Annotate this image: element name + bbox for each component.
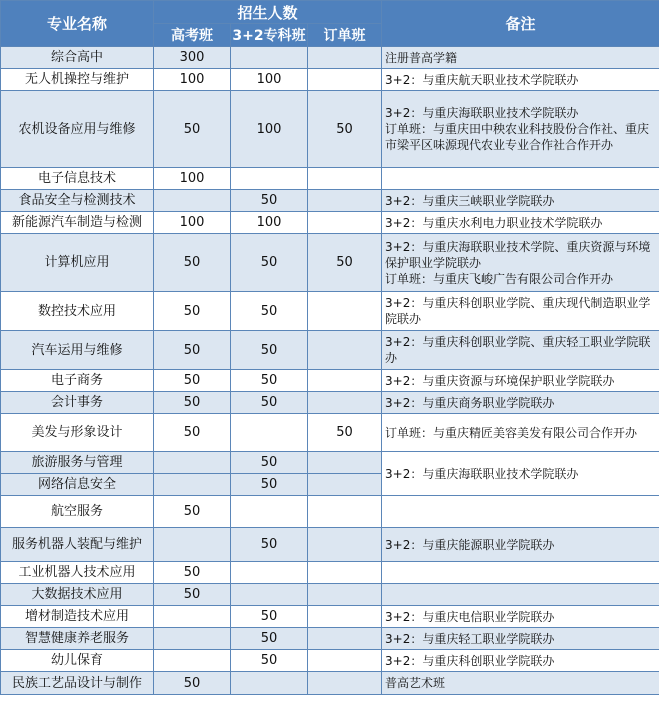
32-count	[231, 672, 308, 695]
gaokao-count: 100	[154, 212, 231, 234]
table-row	[1, 331, 659, 370]
major-name: 会计事务	[1, 392, 154, 414]
gaokao-count	[154, 650, 231, 672]
remark	[382, 168, 659, 190]
header-order-class: 订单班	[308, 24, 382, 47]
major-name: 电子商务	[1, 370, 154, 392]
gaokao-count: 50	[154, 234, 231, 292]
gaokao-count	[154, 452, 231, 474]
32-count: 100	[231, 69, 308, 91]
remark: 3+2：与重庆资源与环境保护职业学院联办	[382, 370, 659, 392]
order-count	[308, 69, 382, 91]
order-count	[308, 212, 382, 234]
order-count	[308, 168, 382, 190]
order-count	[308, 392, 382, 414]
table-row	[1, 234, 659, 292]
remark: 普高艺术班	[382, 672, 659, 695]
header-enrollment-count: 招生人数	[154, 1, 382, 24]
remark: 3+2：与重庆轻工职业学院联办	[382, 628, 659, 650]
remark	[382, 562, 659, 584]
remark: 订单班：与重庆精匠美容美发有限公司合作开办	[382, 414, 659, 452]
table-row	[1, 452, 659, 474]
gaokao-count: 300	[154, 47, 231, 69]
gaokao-count: 50	[154, 672, 231, 695]
remark: 3+2：与重庆三峡职业学院联办	[382, 190, 659, 212]
table-row	[1, 190, 659, 212]
32-count: 100	[231, 91, 308, 168]
major-name: 大数据技术应用	[1, 584, 154, 606]
major-name: 食品安全与检测技术	[1, 190, 154, 212]
32-count: 50	[231, 234, 308, 292]
header-major-name: 专业名称	[1, 1, 154, 47]
gaokao-count	[154, 628, 231, 650]
32-count	[231, 47, 308, 69]
remark: 3+2：与重庆航天职业技术学院联办	[382, 69, 659, 91]
gaokao-count: 50	[154, 414, 231, 452]
remark	[382, 496, 659, 528]
gaokao-count	[154, 190, 231, 212]
major-name: 旅游服务与管理	[1, 452, 154, 474]
gaokao-count: 50	[154, 496, 231, 528]
major-name: 航空服务	[1, 496, 154, 528]
major-name: 工业机器人技术应用	[1, 562, 154, 584]
gaokao-count: 50	[154, 331, 231, 370]
32-count: 50	[231, 190, 308, 212]
major-name: 新能源汽车制造与检测	[1, 212, 154, 234]
gaokao-count: 50	[154, 370, 231, 392]
table-row	[1, 392, 659, 414]
32-count: 50	[231, 628, 308, 650]
remark: 注册普高学籍	[382, 47, 659, 69]
remark: 3+2：与重庆电信职业学院联办	[382, 606, 659, 628]
order-count	[308, 47, 382, 69]
remark: 3+2：与重庆科创职业学院、重庆现代制造职业学院联办	[382, 292, 659, 331]
32-count: 100	[231, 212, 308, 234]
table-row	[1, 562, 659, 584]
header-remarks: 备注	[382, 1, 659, 47]
remark: 3+2：与重庆科创职业学院、重庆轻工职业学院联办	[382, 331, 659, 370]
major-name: 智慧健康养老服务	[1, 628, 154, 650]
gaokao-count: 100	[154, 168, 231, 190]
gaokao-count: 50	[154, 292, 231, 331]
table-row	[1, 650, 659, 672]
table-row	[1, 528, 659, 562]
major-name: 数控技术应用	[1, 292, 154, 331]
order-count	[308, 528, 382, 562]
gaokao-count: 50	[154, 91, 231, 168]
order-count	[308, 562, 382, 584]
gaokao-count: 50	[154, 562, 231, 584]
major-name: 幼儿保育	[1, 650, 154, 672]
32-count	[231, 168, 308, 190]
major-name: 无人机操控与维护	[1, 69, 154, 91]
major-name: 网络信息安全	[1, 474, 154, 496]
table-row	[1, 584, 659, 606]
major-name: 农机设备应用与维修	[1, 91, 154, 168]
header-gaokao-class: 高考班	[154, 24, 231, 47]
remark: 3+2：与重庆海联职业技术学院、重庆资源与环境保护职业学院联办 订单班：与重庆飞峻广告有限公司合作开办	[382, 234, 659, 292]
32-count: 50	[231, 392, 308, 414]
order-count	[308, 672, 382, 695]
order-count: 50	[308, 234, 382, 292]
32-count: 50	[231, 292, 308, 331]
table-row	[1, 606, 659, 628]
order-count	[308, 452, 382, 474]
32-count	[231, 584, 308, 606]
remark: 3+2：与重庆科创职业学院联办	[382, 650, 659, 672]
remark: 3+2：与重庆水利电力职业技术学院联办	[382, 212, 659, 234]
table-row	[1, 414, 659, 452]
major-name: 综合高中	[1, 47, 154, 69]
32-count: 50	[231, 606, 308, 628]
remark: 3+2：与重庆海联职业技术学院联办 订单班：与重庆田中秧农业科技股份合作社、重庆市梁平区味源现代农业专业合作社合作开办	[382, 91, 659, 168]
32-count: 50	[231, 452, 308, 474]
order-count	[308, 474, 382, 496]
major-name: 增材制造技术应用	[1, 606, 154, 628]
32-count: 50	[231, 370, 308, 392]
table-row	[1, 91, 659, 168]
order-count	[308, 606, 382, 628]
gaokao-count	[154, 474, 231, 496]
order-count	[308, 292, 382, 331]
major-name: 计算机应用	[1, 234, 154, 292]
32-count	[231, 414, 308, 452]
major-name: 汽车运用与维修	[1, 331, 154, 370]
table-row	[1, 628, 659, 650]
table-row	[1, 212, 659, 234]
remark: 3+2：与重庆海联职业技术学院联办	[382, 452, 659, 496]
major-name: 民族工艺品设计与制作	[1, 672, 154, 695]
major-name: 电子信息技术	[1, 168, 154, 190]
order-count	[308, 584, 382, 606]
table-row	[1, 496, 659, 528]
remark: 3+2：与重庆能源职业学院联办	[382, 528, 659, 562]
order-count	[308, 190, 382, 212]
major-name: 美发与形象设计	[1, 414, 154, 452]
header-32-class: 3+2专科班	[231, 24, 308, 47]
remark	[382, 584, 659, 606]
order-count: 50	[308, 91, 382, 168]
remark: 3+2：与重庆商务职业学院联办	[382, 392, 659, 414]
gaokao-count: 50	[154, 584, 231, 606]
order-count	[308, 331, 382, 370]
order-count: 50	[308, 414, 382, 452]
32-count	[231, 562, 308, 584]
order-count	[308, 370, 382, 392]
32-count: 50	[231, 331, 308, 370]
32-count: 50	[231, 474, 308, 496]
order-count	[308, 496, 382, 528]
gaokao-count: 50	[154, 392, 231, 414]
32-count: 50	[231, 528, 308, 562]
table-row	[1, 370, 659, 392]
table-row	[1, 47, 659, 69]
gaokao-count	[154, 606, 231, 628]
order-count	[308, 650, 382, 672]
order-count	[308, 628, 382, 650]
major-name: 服务机器人装配与维护	[1, 528, 154, 562]
gaokao-count: 100	[154, 69, 231, 91]
table-row	[1, 292, 659, 331]
table-row	[1, 168, 659, 190]
table-row	[1, 672, 659, 695]
table-row	[1, 69, 659, 91]
32-count: 50	[231, 650, 308, 672]
gaokao-count	[154, 528, 231, 562]
32-count	[231, 496, 308, 528]
